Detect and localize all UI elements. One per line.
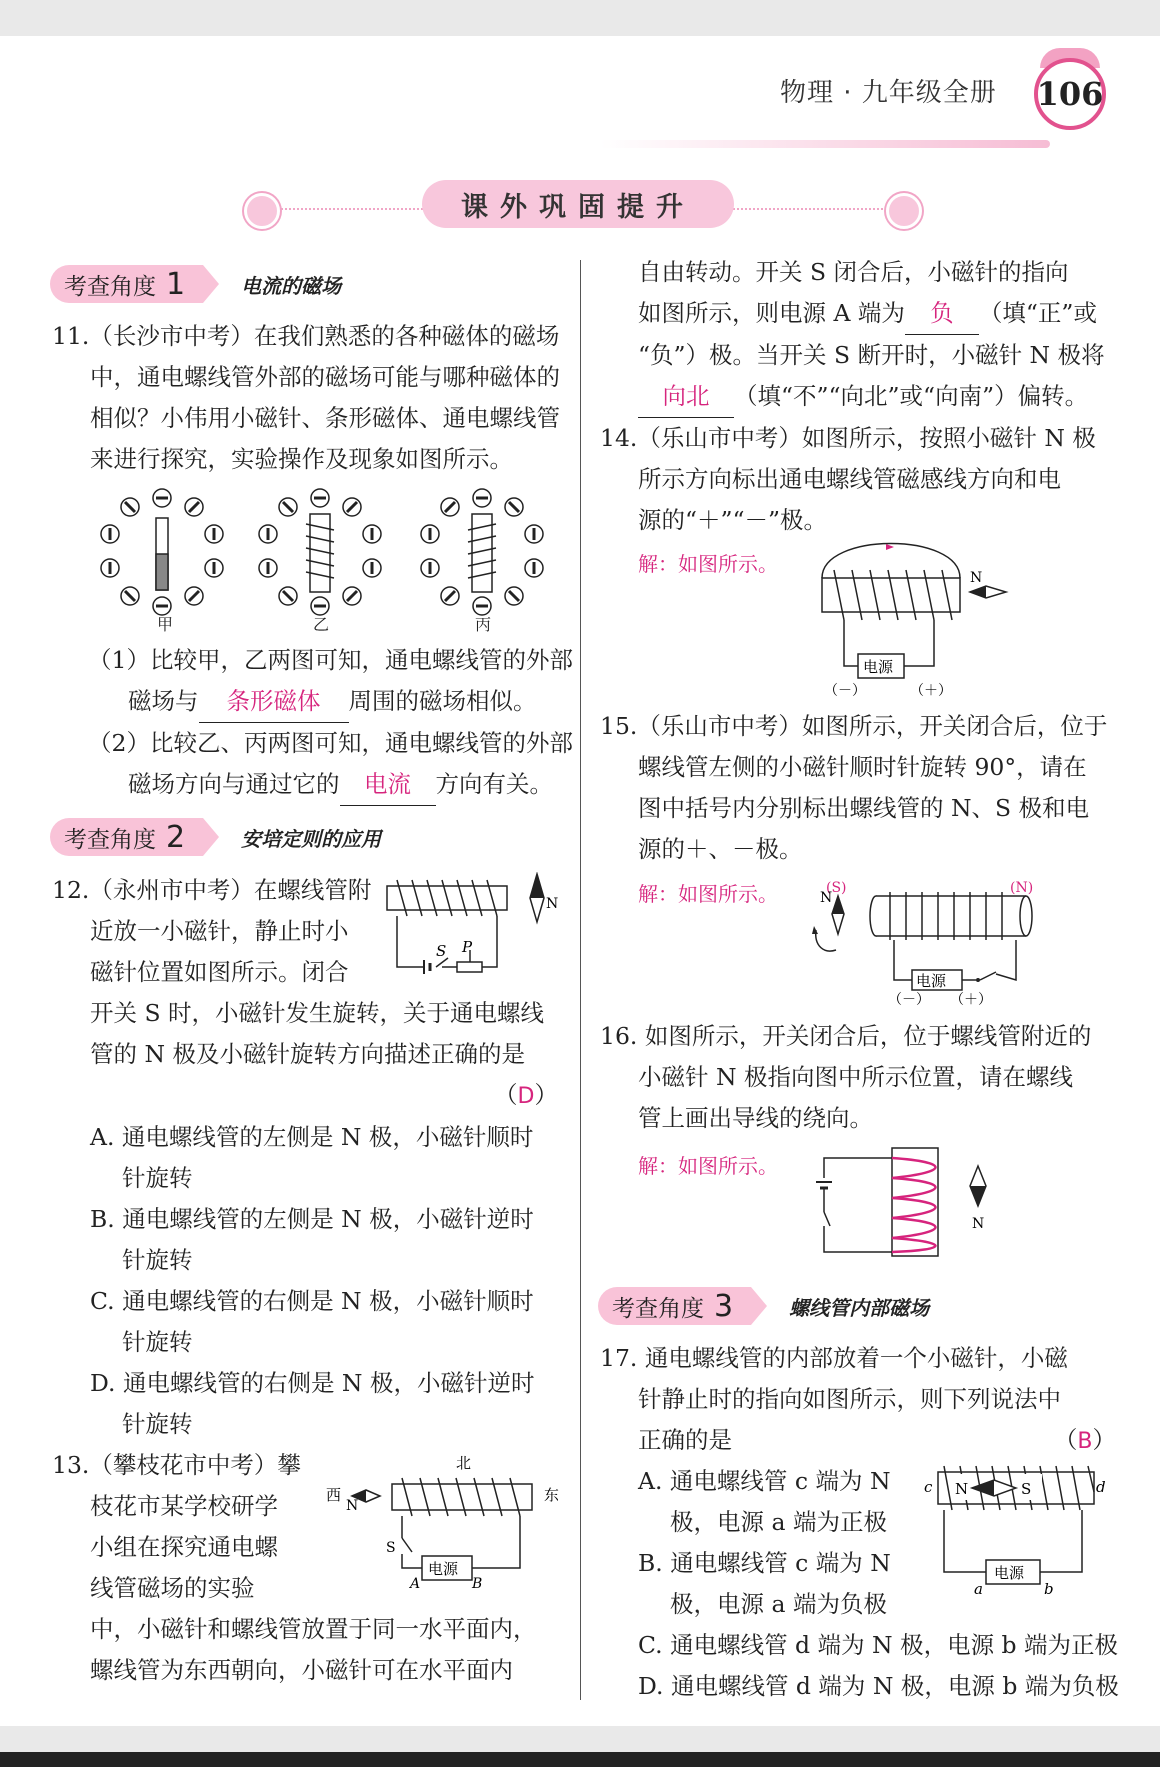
- q12-switch-label: S: [436, 942, 447, 960]
- q11-part2-text-end: 方向有关。: [435, 770, 553, 798]
- q11-part1-line: （1）比较甲，乙两图可知，通电螺线管的外部: [88, 646, 573, 674]
- q17-terminal-a-label: a: [974, 1580, 983, 1598]
- q13-line-end: （填“正”或: [978, 299, 1097, 327]
- q15-power-label: 电源: [916, 972, 947, 990]
- q17-line: 17. 通电螺线管的内部放着一个小磁针，小磁: [600, 1344, 1068, 1372]
- q12-line: 磁针位置如图所示。闭合: [90, 958, 349, 986]
- section-tag: [50, 265, 203, 303]
- q15-plus-label: （＋）: [950, 992, 992, 1008]
- q11-part2-text: 磁场方向与通过它的: [128, 770, 340, 798]
- question-15: [600, 706, 1120, 870]
- option-text: 针旋转: [122, 1164, 193, 1192]
- option-text: A. 通电螺线管的左侧是 N 极，小磁针顺时: [90, 1123, 534, 1151]
- q16-line: 小磁针 N 极指向图中所示位置，请在螺线: [638, 1063, 1074, 1091]
- fig-bing: [421, 489, 543, 632]
- q11-line: 来进行探究，实验操作及现象如图所示。: [90, 445, 513, 473]
- question-12: 12.（永州市中考）在螺线管附 近放一小磁针，静止时小 磁针位置如图所示。闭合 开关 S 时，小磁针发生旋转，关于通电螺线 管的 N 极及小磁针旋转方向描述正确的是 （D） A. 通电螺线管的左侧是 N 极，小磁针顺时 针旋转 B. 通电螺线管的左侧是 N 极，小磁针逆时 针旋转 C. 通电螺线管的右侧是 N 极，小磁针顺时 针旋转 D. 通电螺线管的右侧是 N 极，小磁针逆时 针旋转: [52, 870, 572, 1445]
- q12-option-c: [52, 1281, 572, 1363]
- q13-line: 中，小磁针和螺线管放置于同一水平面内，: [90, 1615, 537, 1643]
- q15-s-pole-label: (S): [826, 880, 847, 896]
- q17-option-d: D. 通电螺线管 d 端为 N 极，电源 b 端为负极: [638, 1672, 1119, 1700]
- header-rule: [600, 140, 1050, 148]
- q17-power-label: 电源: [994, 1564, 1025, 1582]
- option-text: A. 通电螺线管 c 端为 N: [638, 1467, 891, 1495]
- section-header-2: [50, 818, 381, 856]
- q13-line-end: （填“不”“向北”或“向南”）偏转。: [734, 382, 1089, 410]
- q17-option-c: C. 通电螺线管 d 端为 N 极，电源 b 端为正极: [638, 1631, 1119, 1659]
- q12-solenoid-figure: [382, 872, 572, 984]
- q15-line: 源的＋、－极。: [638, 835, 803, 863]
- q17-terminal-b-label: b: [1044, 1580, 1054, 1598]
- question-11: [52, 316, 572, 480]
- q13-line: 小组在探究通电螺: [90, 1533, 278, 1561]
- q13-west-label: 西: [326, 1486, 342, 1504]
- q13-needle-n-label: N: [346, 1498, 359, 1514]
- option-text: 极，电源 a 端为正极: [670, 1508, 887, 1536]
- q13-line: 线管磁场的实验: [90, 1574, 255, 1602]
- option-text: 针旋转: [122, 1410, 193, 1438]
- option-text: B. 通电螺线管 c 端为 N: [638, 1549, 891, 1577]
- q16-line: 16. 如图所示，开关闭合后，位于螺线管附近的: [600, 1022, 1092, 1050]
- q16-solution-label: 解：如图所示。: [638, 1154, 778, 1178]
- q15-needle-n-label: N: [820, 890, 833, 906]
- q14-line: 源的“＋”“－”极。: [638, 506, 828, 534]
- q12-slider-label: P: [462, 938, 473, 956]
- option-text: 针旋转: [122, 1246, 193, 1274]
- q14-needle-n-label: N: [970, 570, 983, 586]
- q12-option-b: [52, 1199, 572, 1281]
- q12-option-a: [52, 1117, 572, 1199]
- section-banner-title: 课外巩固提升: [461, 191, 695, 223]
- question-16: [600, 1016, 1120, 1139]
- q14-line: 14.（乐山市中考）如图所示，按照小磁针 N 极: [600, 424, 1096, 452]
- section-number: 3: [714, 1288, 734, 1324]
- section-tag-label: 考查角度: [64, 826, 156, 853]
- question-13-continued: [604, 252, 1124, 418]
- q15-line: 图中括号内分别标出螺线管的 N、S 极和电: [638, 794, 1090, 822]
- section-number: 1: [166, 266, 186, 302]
- section-header-1: [50, 265, 341, 303]
- q16-needle-n-label: N: [972, 1216, 985, 1232]
- q13-east-label: 东: [544, 1486, 560, 1504]
- option-text: D. 通电螺线管的右侧是 N 极，小磁针逆时: [90, 1369, 535, 1397]
- q13-line: 枝花市某学校研学: [90, 1492, 278, 1520]
- q12-line: 近放一小磁针，静止时小: [90, 917, 349, 945]
- q14-solution-label: 解：如图所示。: [638, 552, 778, 576]
- q13-north-label: 北: [456, 1454, 472, 1472]
- fig-label-yi: 乙: [313, 615, 330, 632]
- question-14: [600, 418, 1120, 541]
- q14-minus-label: （－）: [824, 683, 866, 699]
- q13-line: 螺线管为东西朝向，小磁针可在水平面内: [90, 1656, 513, 1684]
- q12-line: 开关 S 时，小磁针发生旋转，关于通电螺线: [90, 999, 545, 1027]
- q11-part1-answer: 条形磁体: [199, 681, 349, 723]
- q11-line: 中，通电螺线管外部的磁场可能与哪种磁体的: [90, 363, 560, 391]
- section-title: 螺线管内部磁场: [789, 1295, 930, 1320]
- q14-power-label: 电源: [863, 658, 894, 676]
- q13-line: 自由转动。开关 S 闭合后，小磁针的指向: [638, 258, 1069, 286]
- banner-right-circle-icon: [886, 193, 922, 229]
- q11-line: 11.（长沙市中考）在我们熟悉的各种磁体的磁场: [52, 322, 560, 350]
- section-arrow: [203, 818, 219, 856]
- q13-line: “负”）极。当开关 S 断开时，小磁针 N 极将: [638, 341, 1105, 369]
- q17-end-c-label: c: [924, 1478, 933, 1496]
- q13-answer-2: 向北: [638, 376, 734, 418]
- q11-compass-figure: [100, 482, 560, 632]
- q11-part1-text: 磁场与: [128, 687, 199, 715]
- section-tag-label: 考查角度: [612, 1295, 704, 1322]
- q13-solenoid-figure: [322, 1448, 572, 1593]
- section-tag: [598, 1287, 751, 1325]
- q15-solenoid-figure: [800, 870, 1050, 1020]
- q13-line: 13.（攀枝花市中考）攀: [52, 1451, 301, 1479]
- option-text: B. 通电螺线管的左侧是 N 极，小磁针逆时: [90, 1205, 534, 1233]
- section-arrow: [751, 1287, 767, 1325]
- q17-line: 正确的是: [638, 1426, 732, 1454]
- bottom-bar: [0, 1752, 1160, 1767]
- q11-part2-line: （2）比较乙、丙两图可知，通电螺线管的外部: [88, 729, 573, 757]
- q13-power-label: 电源: [428, 1560, 459, 1578]
- fig-label-bing: 丙: [475, 615, 492, 632]
- q15-n-pole-label: (N): [1010, 880, 1034, 896]
- page-number: 106: [1034, 58, 1106, 130]
- section-tag: [50, 818, 203, 856]
- q14-plus-label: （＋）: [910, 683, 952, 699]
- q14-solenoid-figure: [800, 540, 1030, 700]
- q17-line: 针静止时的指向如图所示，则下列说法中: [638, 1385, 1061, 1413]
- q15-line: 15.（乐山市中考）如图所示，开关闭合后，位于: [600, 712, 1108, 740]
- q12-option-d: [52, 1363, 572, 1445]
- fig-label-jia: 甲: [157, 615, 174, 632]
- q11-parts: [88, 640, 578, 806]
- q13-terminal-a-label: A: [410, 1576, 421, 1592]
- section-tag-label: 考查角度: [64, 273, 156, 300]
- q17-solenoid-figure: [924, 1462, 1124, 1604]
- option-text: C. 通电螺线管的右侧是 N 极，小磁针顺时: [90, 1287, 534, 1315]
- fig-yi: [259, 489, 381, 632]
- column-divider: [580, 260, 581, 1700]
- q11-part1-text-end: 周围的磁场相似。: [348, 687, 537, 715]
- q14-line: 所示方向标出通电螺线管磁感线方向和电: [638, 465, 1061, 493]
- q12-needle-n-label: N: [546, 896, 559, 912]
- q15-line: 螺线管左侧的小磁针顺时针旋转 90°，请在: [638, 753, 1087, 781]
- q17-end-d-label: d: [1096, 1478, 1106, 1496]
- section-title: 电流的磁场: [241, 273, 342, 298]
- question-17: 17. 通电螺线管的内部放着一个小磁针，小磁 针静止时的指向如图所示，则下列说法中 正确的是 （B） A. 通电螺线管 c 端为 N 极，电源 a 端为正极 B. 通电螺线管 c 端为 N 极，电源 a 端为负极 C. 通电螺线管 d 端为 N 极，电源 b 端为正极 D. 通电螺线管 d 端为 N 极，电源 b 端为负极: [600, 1338, 1120, 1707]
- q11-line: 相似？小伟用小磁针、条形磁体、通电螺线管: [90, 404, 560, 432]
- q15-minus-label: （－）: [888, 992, 930, 1008]
- q16-line: 管上画出导线的绕向。: [638, 1104, 873, 1132]
- book-title: 物理 · 九年级全册: [780, 78, 997, 108]
- section-arrow: [203, 265, 219, 303]
- section-title: 安培定则的应用: [241, 826, 382, 851]
- q12-line: 12.（永州市中考）在螺线管附: [52, 876, 372, 904]
- q13-terminal-b-label: B: [472, 1576, 483, 1592]
- q12-line: 管的 N 极及小磁针旋转方向描述正确的是: [90, 1040, 526, 1068]
- option-text: 极，电源 a 端为负极: [670, 1590, 887, 1618]
- fig-jia: [101, 489, 223, 632]
- banner-left-circle-icon: [244, 193, 280, 229]
- option-text: 针旋转: [122, 1328, 193, 1356]
- q17-needle-s-label: S: [1021, 1480, 1032, 1498]
- section-header-3: [598, 1287, 929, 1325]
- q16-solenoid-figure: [800, 1142, 1000, 1262]
- q12-answer: D: [517, 1084, 535, 1109]
- q13-answer-1: 负: [905, 293, 979, 335]
- section-number: 2: [166, 819, 186, 855]
- q13-switch-label: S: [386, 1540, 396, 1556]
- q15-solution-label: 解：如图所示。: [638, 882, 778, 906]
- q17-needle-n-label: N: [955, 1480, 969, 1498]
- q11-part2-answer: 电流: [340, 764, 436, 806]
- q13-line: 如图所示，则电源 A 端为: [638, 299, 905, 327]
- q17-answer: B: [1077, 1429, 1093, 1454]
